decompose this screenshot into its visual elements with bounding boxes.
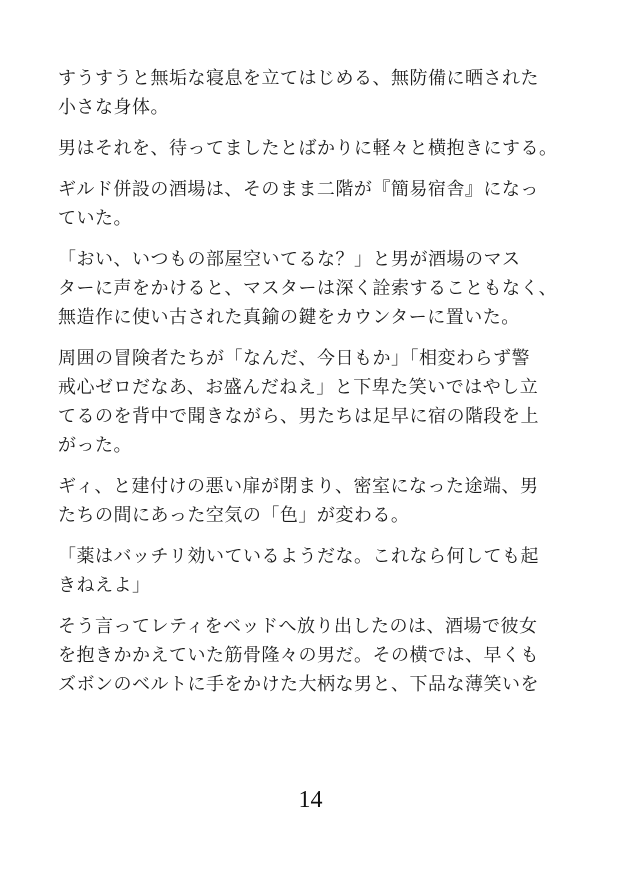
page-number: 14 — [298, 787, 323, 813]
paragraph — [58, 612, 568, 699]
text-line: 戒心ゼロだなあ、お盛んだねえ」と下卑た笑いではやし立 — [58, 377, 539, 398]
text-line: 周囲の冒険者たちが「なんだ、今日もか」「相変わらず警 — [58, 348, 530, 369]
paragraph — [58, 245, 568, 332]
text-line: 男はそれを、待ってましたとばかりに軽々と横抱きにする。 — [58, 138, 558, 159]
text-line: ギィ、と建付けの悪い扉が閉まり、密室になった途端、男 — [58, 476, 539, 497]
text-line: ギルド併設の酒場は、そのまま二階が『簡易宿舎』になっ — [58, 179, 539, 200]
paragraph — [58, 64, 568, 122]
text-line: 「おい、いつもの部屋空いてるな？」と男が酒場のマス — [58, 249, 521, 270]
text-line: ていた。 — [58, 208, 132, 229]
text-line: てるのを背中で聞きながら、男たちは足早に宿の階段を上 — [58, 406, 539, 427]
text-line: 「薬はバッチリ効いているようだな。これなら何しても起 — [58, 546, 539, 567]
text-line: を抱きかかえていた筋骨隆々の男だ。その横では、早くも — [58, 645, 539, 666]
paragraph — [58, 175, 568, 233]
text-line: ターに声をかけると、マスターは深く詮索することもなく、 — [58, 278, 558, 299]
body-text — [58, 64, 568, 711]
paragraph — [58, 542, 568, 600]
text-line: そう言ってレティをベッドへ放り出したのは、酒場で彼女 — [58, 616, 538, 637]
text-line: ズボンのベルトに手をかけた大柄な男と、下品な薄笑いを — [58, 674, 539, 695]
text-line: きねえよ」 — [58, 575, 151, 596]
paragraph — [58, 472, 568, 530]
paragraph — [58, 134, 568, 163]
text-line: 無造作に使い古された真鍮の鍵をカウンターに置いた。 — [58, 307, 520, 328]
text-line: すうすうと無垢な寝息を立てはじめる、無防備に晒された — [58, 68, 539, 89]
text-line: がった。 — [58, 435, 132, 456]
text-line: たちの間にあった空気の「色」が変わる。 — [58, 505, 410, 526]
paragraph — [58, 344, 568, 460]
text-line: 小さな身体。 — [58, 97, 169, 118]
